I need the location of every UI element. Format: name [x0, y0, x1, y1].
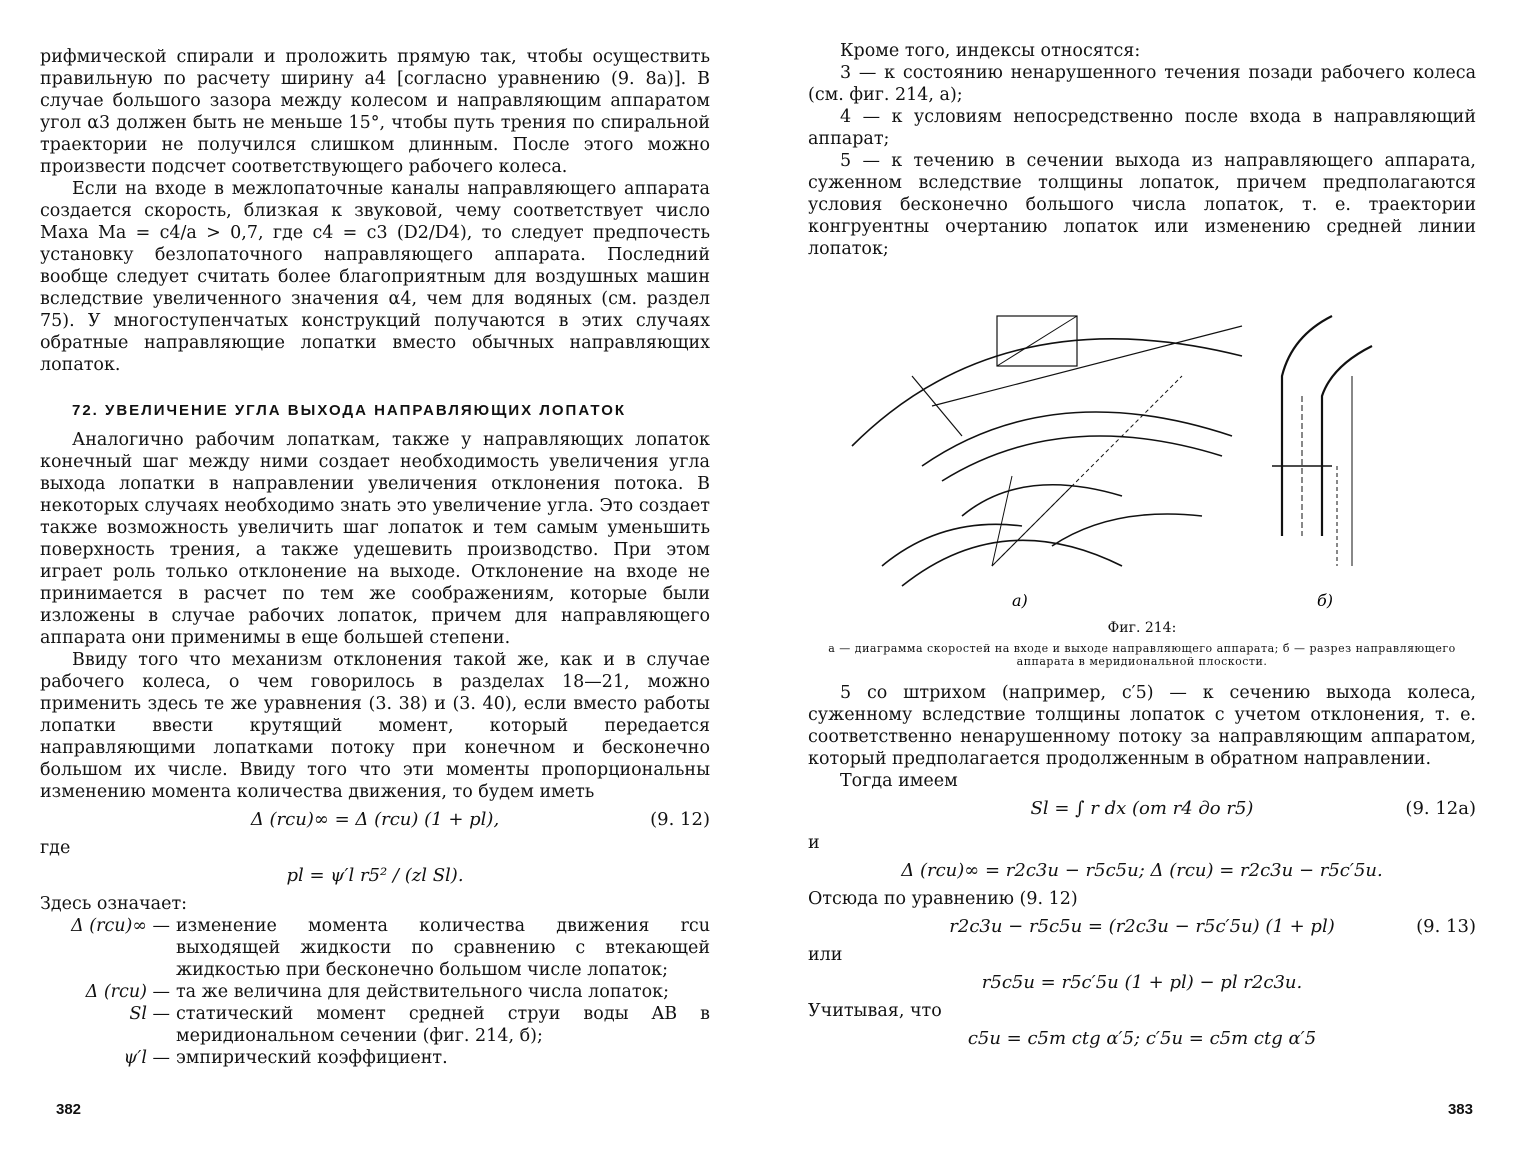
right-column: [808, 40, 1476, 1056]
paragraph: 5 со штрихом (например, c′5) — к сечению выхода колеса, суженному вследствие толщины лопаток с учетом отклонения, т. е. соответственно ненарушенному потоку за направляющим аппаратом, который предполагается продолженным в обратном направлении.: [808, 683, 1476, 769]
and-label: и: [808, 833, 820, 853]
equation-number: (9. 12): [650, 809, 710, 830]
equation-text: Sl = ∫ r dx (от r4 до r5): [1030, 798, 1254, 819]
equation-number: (9. 13): [1416, 916, 1476, 937]
paragraph: Если на входе в межлопаточные каналы направляющего аппарата создается скорость, близкая к звуковой, чему соответствует число Маха Ma = c4/a > 0,7, где c4 = c3 (D2/D4), то следует предпочесть установку безлопаточного направляющего аппарата. Последний вообще следует считать более благоприятным для воздушных машин вследствие увеличенного значения α4, чем для водяных (см. раздел 75). У многоступенчатых конструкций получаются в этих случаях обратные направляющие лопатки вместо обычных направляющих лопаток.: [40, 179, 710, 375]
then-label: Тогда имеем: [840, 771, 958, 791]
equation-text: r2c3u − r5c5u = (r2c3u − r5c′5u) (1 + pl): [949, 916, 1335, 937]
arc-outer: [852, 339, 1242, 446]
equation-or: [808, 966, 1476, 1000]
equation-text: c5u = c5m ctg α′5; c′5u = c5m ctg α′5: [967, 1028, 1317, 1049]
paragraph: Аналогично рабочим лопаткам, также у направляющих лопаток конечный шаг между ними создает необходимость увеличения угла выхода лопатки в направлении увеличения отклонения потока. В некоторых случаях необходимо знать это увеличение угла. Это создает также возможность увеличить шаг лопаток и тем самым уменьшить поверхность трения, а также удешевить производство. При этом играет роль только отклонение на выходе. Отклонение на входе не принимается в расчет по тем же соображениям, которые были изложены в случае рабочих лопаток, причем для направляющего аппарата они применимы в еще большей степени.: [40, 430, 710, 648]
list-item: 4 — к условиям непосредственно после входа в направляющий аппарат;: [808, 107, 1476, 149]
right-page: [760, 0, 1521, 1158]
definition-symbol: Δ (rcu)∞ —: [71, 916, 170, 936]
definition-text: изменение момента количества движения rcu выходящей жидкости по сравнению с втекающей жидкостью при бесконечно большом числе лопаток;: [176, 916, 710, 980]
equation-text: r5c5u = r5c′5u (1 + pl) − pl r2c3u.: [981, 972, 1303, 993]
list-item: 5 — к течению в сечении выхода из направляющего аппарата, суженном вследствие толщины лопаток, причем предполагаются условия бесконечно большого числа лопаток, т. е. траектории конгруентны очертанию лопаток или изменению средней линии лопаток;: [808, 151, 1476, 259]
equation-pl: [40, 859, 710, 893]
definition-symbol: ψ′l —: [123, 1048, 170, 1068]
equation-delta: [808, 854, 1476, 888]
paragraph: рифмической спирали и проложить прямую так, чтобы осуществить правильную по расчету ширину a4 [согласно уравнению (9. 8a)]. В случае большого зазора между колесом и направляющим аппаратом угол α3 должен быть не меньше 15°, чтобы путь трения по спиральной траектории не получился слишком длинным. После этого можно произвести подсчет соответствующего рабочего колеса.: [40, 47, 710, 177]
equation-text: Δ (rcu)∞ = Δ (rcu) (1 + pl),: [250, 809, 500, 830]
equation-9-13: [808, 910, 1476, 944]
definition-text: та же величина для действительного числа лопаток;: [176, 982, 669, 1002]
considering-label: Учитывая, что: [808, 1001, 942, 1021]
here-means-label: Здесь означает:: [40, 894, 188, 914]
paragraph: Ввиду того что механизм отклонения такой же, как и в случае рабочего колеса, о чем говорилось в разделах 18—21, можно применить здесь те же уравнения (3. 38) и (3. 40), если вместо работы лопатки ввести крутящий момент, который передается направляющими лопатками потоку при конечном и бесконечно большом их числе. Ввиду того что эти моменты пропорциональны изменению момента количества движения, то будем иметь: [40, 650, 710, 802]
equation-number: (9. 12a): [1405, 798, 1476, 819]
page-number: 382: [56, 1101, 82, 1118]
definition-text: статический момент средней струи воды AB в меридиональном сечении (фиг. 214, б);: [176, 1004, 710, 1046]
definition-symbol: Sl —: [129, 1004, 170, 1024]
section-heading: 72. УВЕЛИЧЕНИЕ УГЛА ВЫХОДА НАПРАВЛЯЮЩИХ ЛОПАТОК: [72, 402, 627, 419]
equation-9-12a: [808, 792, 1476, 832]
paragraph: Кроме того, индексы относятся:: [840, 41, 1141, 61]
page-number: 383: [1447, 1101, 1473, 1118]
figure-label-a: a): [1012, 591, 1028, 610]
hence-label: Отсюда по уравнению (9. 12): [808, 889, 1078, 909]
figure-label-b: б): [1317, 591, 1334, 610]
figure-214: [822, 266, 1462, 616]
left-column: [40, 46, 710, 1069]
equation-text: pl = ψ′l r5² / (zl Sl).: [286, 865, 464, 886]
equation-text: Δ (rcu)∞ = r2c3u − r5c5u; Δ (rcu) = r2c3u − r5c′5u.: [901, 860, 1383, 881]
definition-symbol: Δ (rcu) —: [85, 982, 170, 1002]
equation-last: [808, 1022, 1476, 1056]
definition-item: [40, 981, 710, 1003]
definition-text: эмпирический коэффициент.: [176, 1048, 448, 1068]
definition-item: [40, 1003, 710, 1047]
definition-item: [40, 1047, 710, 1069]
list-item: 3 — к состоянию ненарушенного течения позади рабочего колеса (см. фиг. 214, a);: [808, 63, 1476, 105]
left-page: [0, 0, 760, 1158]
figure-subcaption: a — диаграмма скоростей на входе и выходе направляющего аппарата; б — разрез направляющего аппарата в меридиональной плоскости.: [828, 642, 1456, 668]
or-label: или: [808, 945, 843, 965]
equation-9-12: [40, 803, 710, 837]
where-label: где: [40, 838, 71, 858]
definition-item: [40, 915, 710, 981]
figure-caption: Фиг. 214:: [1107, 620, 1177, 636]
